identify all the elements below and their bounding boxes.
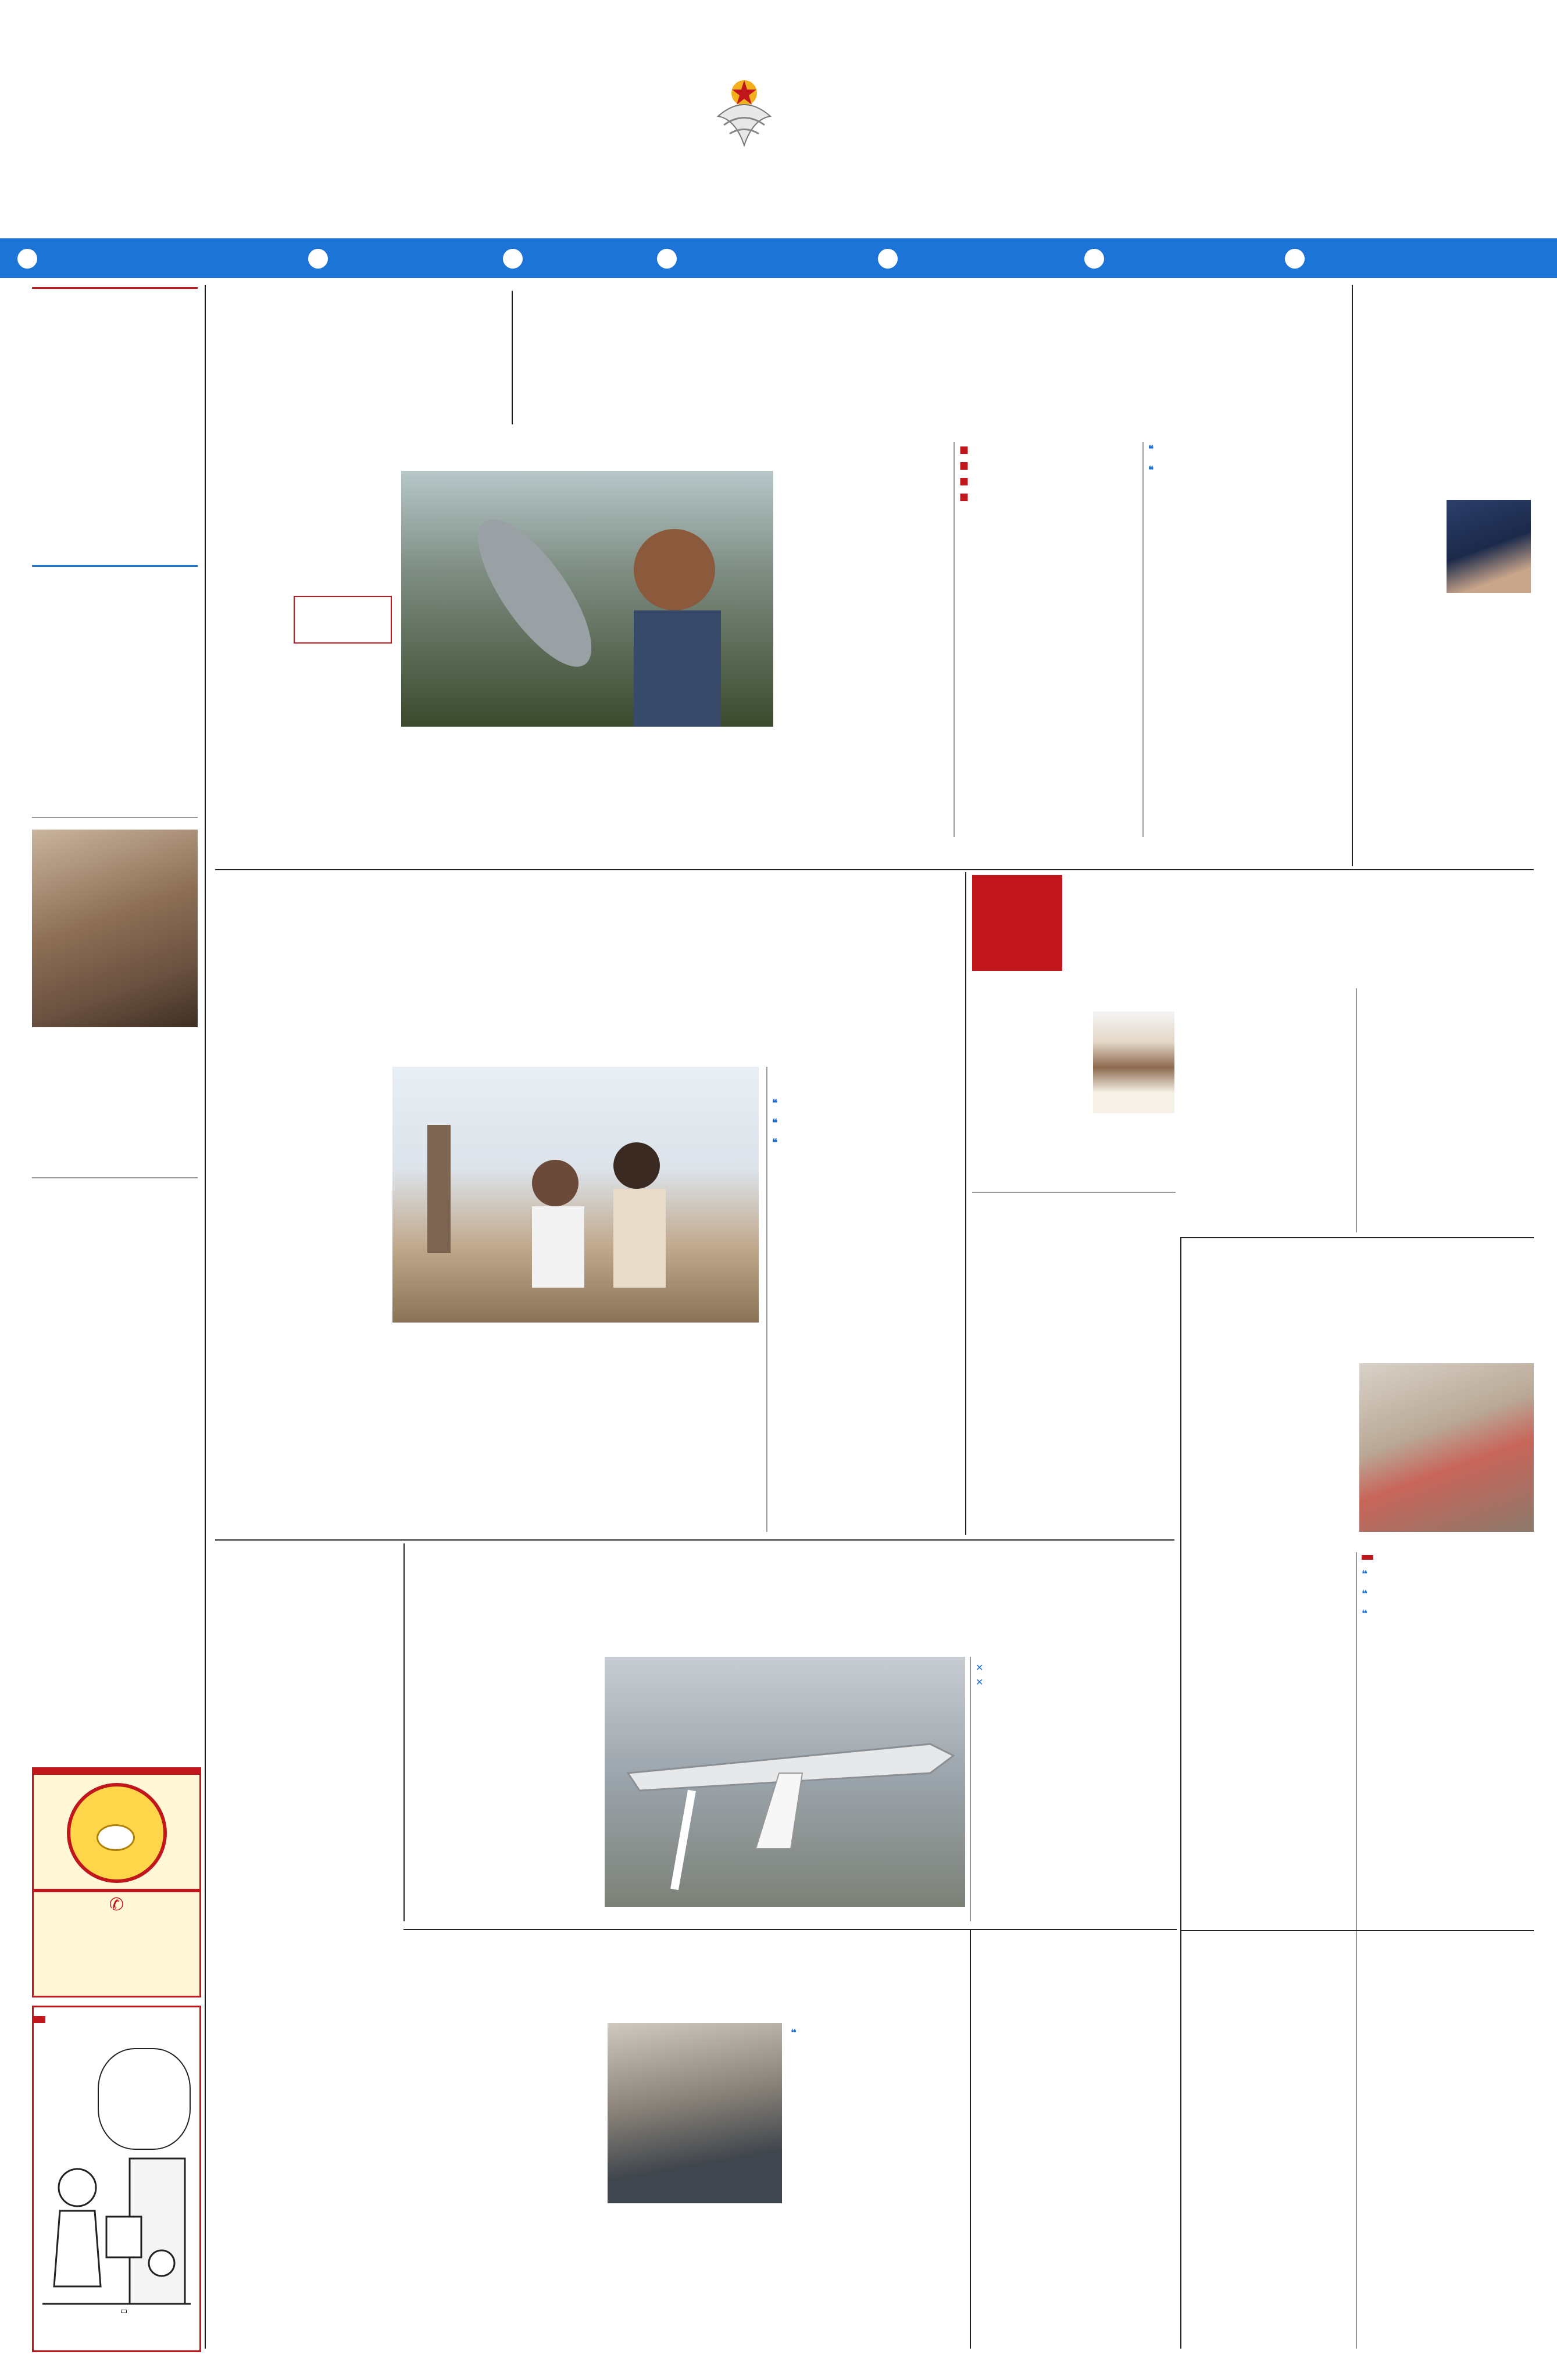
harda-headline [1073,872,1538,977]
reason-item: ■ [959,444,969,456]
sehore-headline-box [1186,1933,1534,2020]
lead-headline [520,284,1346,429]
cm-photo [1093,1012,1174,1113]
rewa-body-1 [221,1102,384,1532]
mansa-photo [1359,1363,1534,1532]
assembly-body [221,1548,398,1804]
quote-icon: ❝ [1362,1568,1367,1580]
cartoon-label [121,2310,127,2313]
boeing-headline [410,1543,1177,1654]
reason-item: ■ [959,491,969,503]
shubman-photo [1447,500,1531,593]
facebook-icon [878,249,898,269]
ad-logo [67,1783,167,1883]
brief-headline [32,1177,198,1184]
harda-background [1362,988,1534,1232]
social-facebook[interactable] [878,244,902,272]
fish-icon [401,471,773,727]
quote-icon: ❝ [772,1117,778,1129]
news-brief-title [32,563,198,567]
actor-photo [32,830,198,1027]
brief-body [32,1032,198,1171]
social-bar [0,238,1557,278]
lead-expert-view [1148,439,1346,834]
lead-body-2 [782,471,945,831]
mansa-body-col [1186,1396,1352,2341]
ad-dealer [34,1889,199,1892]
tweet-1 [976,1661,1176,1674]
ad-phone[interactable] [34,1895,199,1915]
quote-icon: ❝ [1148,464,1154,476]
pearl-icon [97,1824,135,1851]
tweet-2 [976,1676,1176,1688]
shivpuri-body-mid [608,2209,782,2343]
ad-tag [34,1769,199,1775]
x-icon [503,249,523,269]
quote-icon: ❝ [1362,1608,1367,1620]
cartoon-title [34,2016,45,2023]
cartoon-corner [32,2006,201,2352]
lead-side-headline [215,285,506,430]
social-youtube[interactable] [1285,244,1309,272]
lead-body-1 [224,506,392,831]
social-epaper[interactable] [17,244,42,272]
quote-icon: ❝ [791,2027,797,2039]
rewa-expert-view [772,1093,958,1535]
quote-icon: ❝ [772,1137,778,1149]
rewa-headline [218,907,959,1058]
harda-body-1b [980,1128,1177,1186]
shubman-story [1359,285,1534,866]
reason-item: ■ [959,476,969,487]
mahseer-photo [401,471,773,727]
rewa-photo [392,1067,759,1323]
brief-headline [32,817,198,824]
boeing-body [410,1692,596,1921]
cartoon-drawing [42,2147,191,2333]
cartoon-title-2 [45,2007,50,2028]
assembly-story [221,1543,398,2125]
quote-icon: ❝ [1148,444,1154,455]
news-brief [32,563,198,1760]
shivpuri-body-2 [791,2023,965,2346]
globe-icon [308,249,328,269]
boeing-photo [605,1657,965,1907]
quote-icon: ❝ [1362,1588,1367,1600]
inside-story [32,285,198,552]
brief-body [32,575,198,807]
shivpuri-body-1 [410,2058,599,2343]
shivpuri-photo [608,2023,782,2203]
rewa-body-3 [576,1349,759,1532]
walmart-story [976,1933,1176,2346]
social-x[interactable] [503,244,527,272]
cm-action-kicker [972,875,1062,971]
plane-icon [605,1657,965,1907]
shivpuri-headline [410,1933,968,2020]
rewa-body-2 [392,1349,567,1532]
speech-bubble [98,2048,191,2150]
whatsapp-icon [1084,249,1104,269]
eyewitness-title [1362,1555,1373,1560]
phone-icon: ✆ [109,1895,124,1915]
globe-icon [17,249,37,269]
brief-body [32,1188,198,1478]
boeing-probe-box [976,1657,1176,1924]
mansa-headline [1186,1243,1534,1359]
social-instagram[interactable] [657,244,681,272]
x-icon: ✕ [976,1677,984,1688]
instagram-icon [657,249,677,269]
sachamoti-ad[interactable] [32,1767,201,1997]
mahseer-reasons-box [959,439,1137,834]
youtube-icon [1285,249,1305,269]
turkey-story [980,1196,1177,1531]
brand-emblem-icon [712,70,776,169]
social-whatsapp[interactable] [1084,244,1109,272]
reason-item: ■ [959,460,969,471]
social-website[interactable] [308,244,333,272]
quote-icon: ❝ [772,1098,778,1109]
inside-story-title [32,285,198,289]
x-icon: ✕ [976,1662,984,1673]
lead-body-1b [401,750,773,831]
